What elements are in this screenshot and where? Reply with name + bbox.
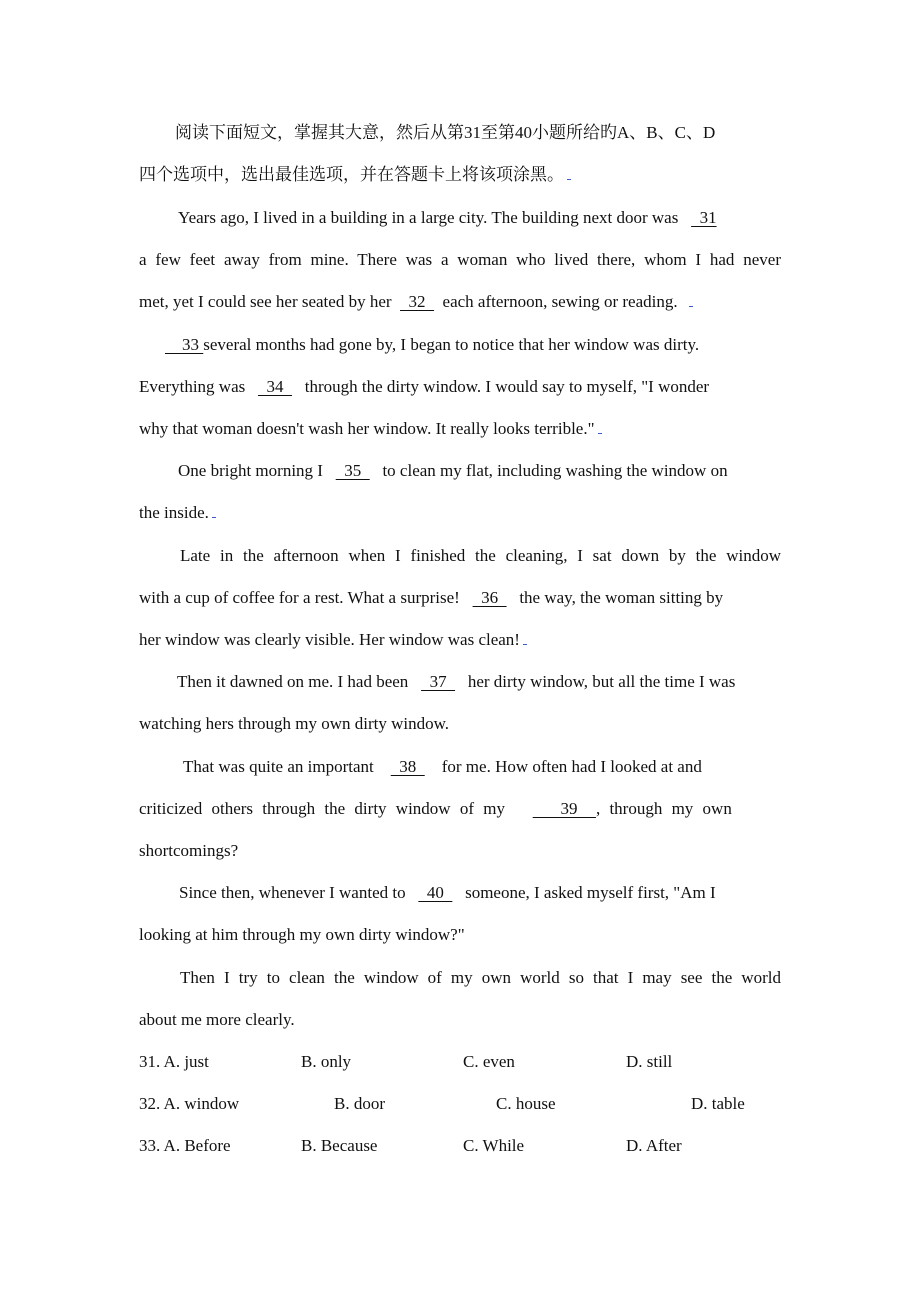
passage-line: Then it dawned on me. I had been 37 her dirty window, but all the time I was <box>177 672 736 691</box>
option-c: C. house <box>496 1094 556 1113</box>
edit-mark <box>598 432 602 434</box>
option-b: B. door <box>334 1094 385 1113</box>
passage-line: about me more clearly. <box>139 1010 295 1029</box>
passage-line: Since then, whenever I wanted to 40 someone, I asked myself first, "Am I <box>179 883 716 902</box>
passage-line: looking at him through my own dirty window?" <box>139 925 465 944</box>
passage-line: met, yet I could see her seated by her 32 each afternoon, sewing or reading. <box>139 290 781 314</box>
passage-line: That was quite an important 38 for me. How often had I looked at and <box>183 757 702 776</box>
edit-mark <box>689 305 693 307</box>
passage-line: Then I try to clean the window of my own world so that I may see the world <box>180 968 781 987</box>
passage-line: the inside. <box>139 501 781 525</box>
blank-36: 36 <box>472 588 507 607</box>
option-c: C. While <box>463 1136 525 1155</box>
option-b: B. only <box>301 1052 352 1071</box>
option-d: D. After <box>626 1136 682 1155</box>
edit-mark <box>567 178 571 180</box>
blank-39: 39 <box>532 799 596 818</box>
passage-line: criticized others through the dirty window of my 39 , through my own <box>139 799 732 818</box>
blank-38: 38 <box>390 757 425 776</box>
blank-32: 32 <box>400 292 435 311</box>
option-c: C. even <box>463 1052 515 1071</box>
question-number-option-a: 31. A. just <box>139 1052 209 1071</box>
blank-37: 37 <box>421 672 456 691</box>
passage-line: Everything was 34 through the dirty window. I would say to myself, "I wonder <box>139 377 710 396</box>
passage-line: Years ago, I lived in a building in a large city. The building next door was 31 <box>178 208 717 227</box>
instructions-line-1: 阅读下面短文，掌握其大意，然后从第31至第40小题所给旳A、B、C、D <box>175 123 716 142</box>
question-number-option-a: 33. A. Before <box>139 1136 231 1155</box>
option-b: B. Because <box>301 1136 378 1155</box>
edit-mark <box>212 516 216 518</box>
blank-40: 40 <box>418 883 453 902</box>
question-number-option-a: 32. A. window <box>139 1094 240 1113</box>
passage-line: why that woman doesn't wash her window. It really looks terrible." <box>139 417 781 441</box>
edit-mark <box>523 643 527 645</box>
option-d: D. table <box>691 1094 745 1113</box>
option-d: D. still <box>626 1052 673 1071</box>
instructions-line-2: 四个选项中，选出最佳选项，并在答题卡上将该项涂黑。 <box>139 163 781 187</box>
blank-33: 33 <box>165 335 204 354</box>
passage-line: One bright morning I 35 to clean my flat, including washing the window on <box>178 461 728 480</box>
passage-line: watching hers through my own dirty window. <box>139 714 450 733</box>
passage-line: Late in the afternoon when I finished the cleaning, I sat down by the window <box>180 546 781 565</box>
passage-line: her window was clearly visible. Her window was clean! <box>139 628 781 652</box>
passage-line: a few feet away from mine. There was a woman who lived there, whom I had never <box>139 250 781 269</box>
blank-31: 31 <box>691 208 717 227</box>
passage-line: 33 several months had gone by, I began to notice that her window was dirty. <box>165 335 700 354</box>
blank-35: 35 <box>335 461 370 480</box>
passage-line: shortcomings? <box>139 841 239 860</box>
passage-line: with a cup of coffee for a rest. What a surprise! 36 the way, the woman sitting by <box>139 588 724 607</box>
blank-34: 34 <box>257 377 292 396</box>
